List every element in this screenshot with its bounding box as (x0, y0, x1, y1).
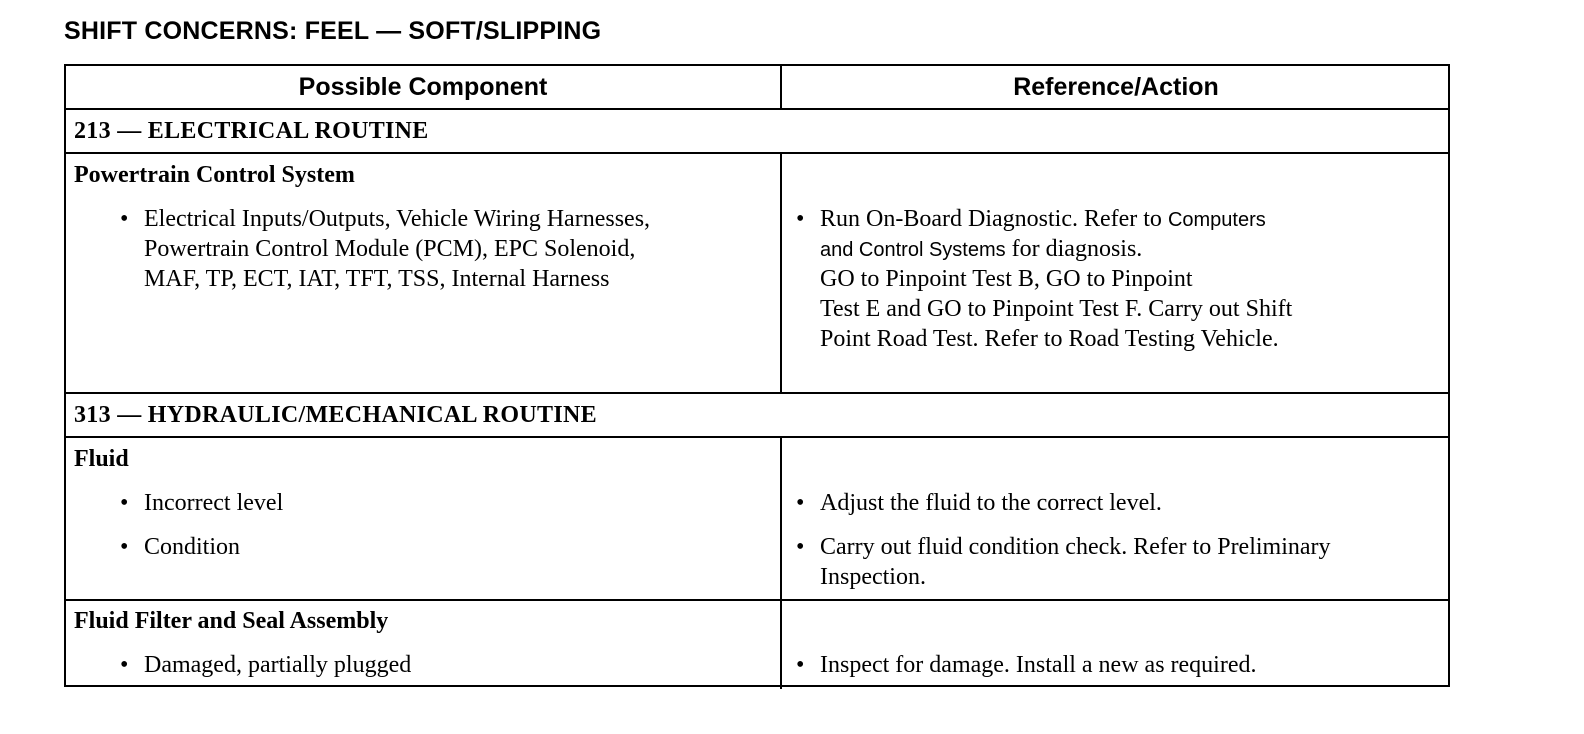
action-text: Run On-Board Diagnostic. Refer to (820, 206, 1168, 232)
component-line: Electrical Inputs/Outputs, Vehicle Wiring Harnesses, (144, 206, 651, 232)
bullet: • (120, 534, 129, 560)
reference-link[interactable]: Computers (1167, 209, 1266, 231)
action-line: Inspect for damage. Install a new as required. (820, 652, 1257, 678)
group-name-fluid-filter: Fluid Filter and Seal Assembly (74, 608, 389, 634)
group-name-powertrain: Powertrain Control System (74, 162, 355, 188)
action-line (820, 324, 1279, 354)
action-text: for diagnosis. (1005, 236, 1143, 262)
section-heading-electrical: 213 — ELECTRICAL ROUTINE (74, 118, 429, 144)
group-name-fluid: Fluid (74, 446, 129, 472)
column-divider (780, 152, 782, 392)
column-header-component: Possible Component (298, 73, 548, 101)
row-divider (66, 436, 1448, 438)
component-line: Incorrect level (144, 490, 284, 516)
bullet: • (796, 206, 805, 232)
bullet: • (796, 490, 805, 516)
row-divider (66, 108, 1448, 110)
action-line (820, 234, 1142, 265)
bullet: • (120, 652, 129, 678)
component-line: Powertrain Control Module (PCM), EPC Solenoid, (144, 236, 636, 262)
action-line: Carry out fluid condition check. Refer to Preliminary (820, 534, 1331, 560)
bullet: • (120, 490, 129, 516)
page-title: SHIFT CONCERNS: FEEL — SOFT/SLIPPING (64, 17, 602, 45)
component-line: Condition (144, 534, 241, 560)
diagnostic-table (64, 64, 1450, 687)
component-line: MAF, TP, ECT, IAT, TFT, TSS, Internal Harness (144, 266, 610, 292)
row-divider (66, 152, 1448, 154)
row-divider (66, 392, 1448, 394)
action-line: Test E and GO to Pinpoint Test F. Carry out Shift (820, 296, 1293, 322)
action-line: Adjust the fluid to the correct level. (820, 490, 1162, 516)
column-divider (780, 436, 782, 689)
column-divider (780, 66, 782, 108)
action-line: GO to Pinpoint Test B, GO to Pinpoint (820, 266, 1193, 292)
reference-link[interactable]: and Control Systems (820, 239, 1006, 261)
component-line: Damaged, partially plugged (144, 652, 412, 678)
bullet: • (796, 534, 805, 560)
bullet: • (796, 652, 805, 678)
bullet: • (120, 206, 129, 232)
action-line: Inspection. (820, 564, 926, 590)
column-header-action: Reference/Action (1013, 73, 1219, 101)
action-text: . (1272, 326, 1279, 352)
action-line (820, 204, 1266, 235)
action-text: Point Road Test. Refer to Road Testing Vehicle (820, 326, 1273, 352)
row-divider (66, 599, 1448, 601)
section-heading-hydraulic: 313 — HYDRAULIC/MECHANICAL ROUTINE (74, 402, 597, 428)
